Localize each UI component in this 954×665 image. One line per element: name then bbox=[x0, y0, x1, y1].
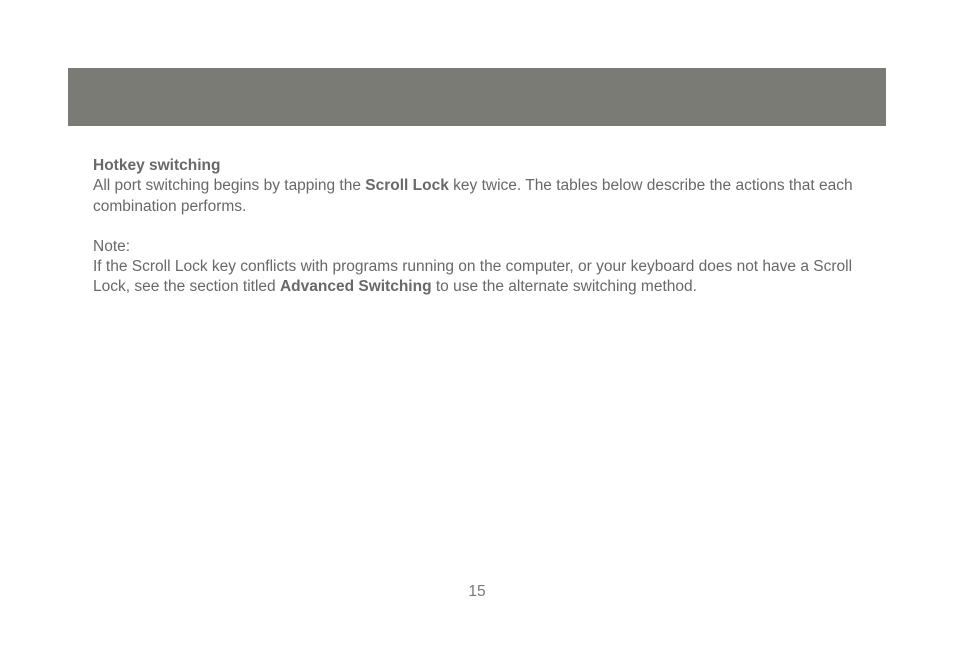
note-label: Note: bbox=[93, 237, 131, 255]
paragraph-spacer bbox=[93, 217, 873, 237]
page-number: 15 bbox=[468, 583, 486, 600]
advanced-switching-reference: Advanced Switching bbox=[279, 278, 432, 296]
note-text-start: If the Scroll Lock key conflicts with programs running on the computer, or your keyboard does not have a Scroll Lock, see the section titled bbox=[93, 258, 853, 296]
main-content bbox=[93, 156, 873, 298]
header-band bbox=[68, 68, 886, 126]
note-text-end: to use the alternate switching method. bbox=[431, 278, 697, 296]
note-paragraph bbox=[93, 257, 873, 298]
intro-text-start: All port switching begins by tapping the bbox=[93, 177, 366, 195]
intro-text-end: key twice. The tables below describe the actions that each combination performs. bbox=[93, 177, 853, 215]
section-heading: Hotkey switching bbox=[93, 157, 221, 174]
scroll-lock-key: Scroll Lock bbox=[365, 177, 449, 195]
intro-paragraph bbox=[93, 176, 873, 217]
